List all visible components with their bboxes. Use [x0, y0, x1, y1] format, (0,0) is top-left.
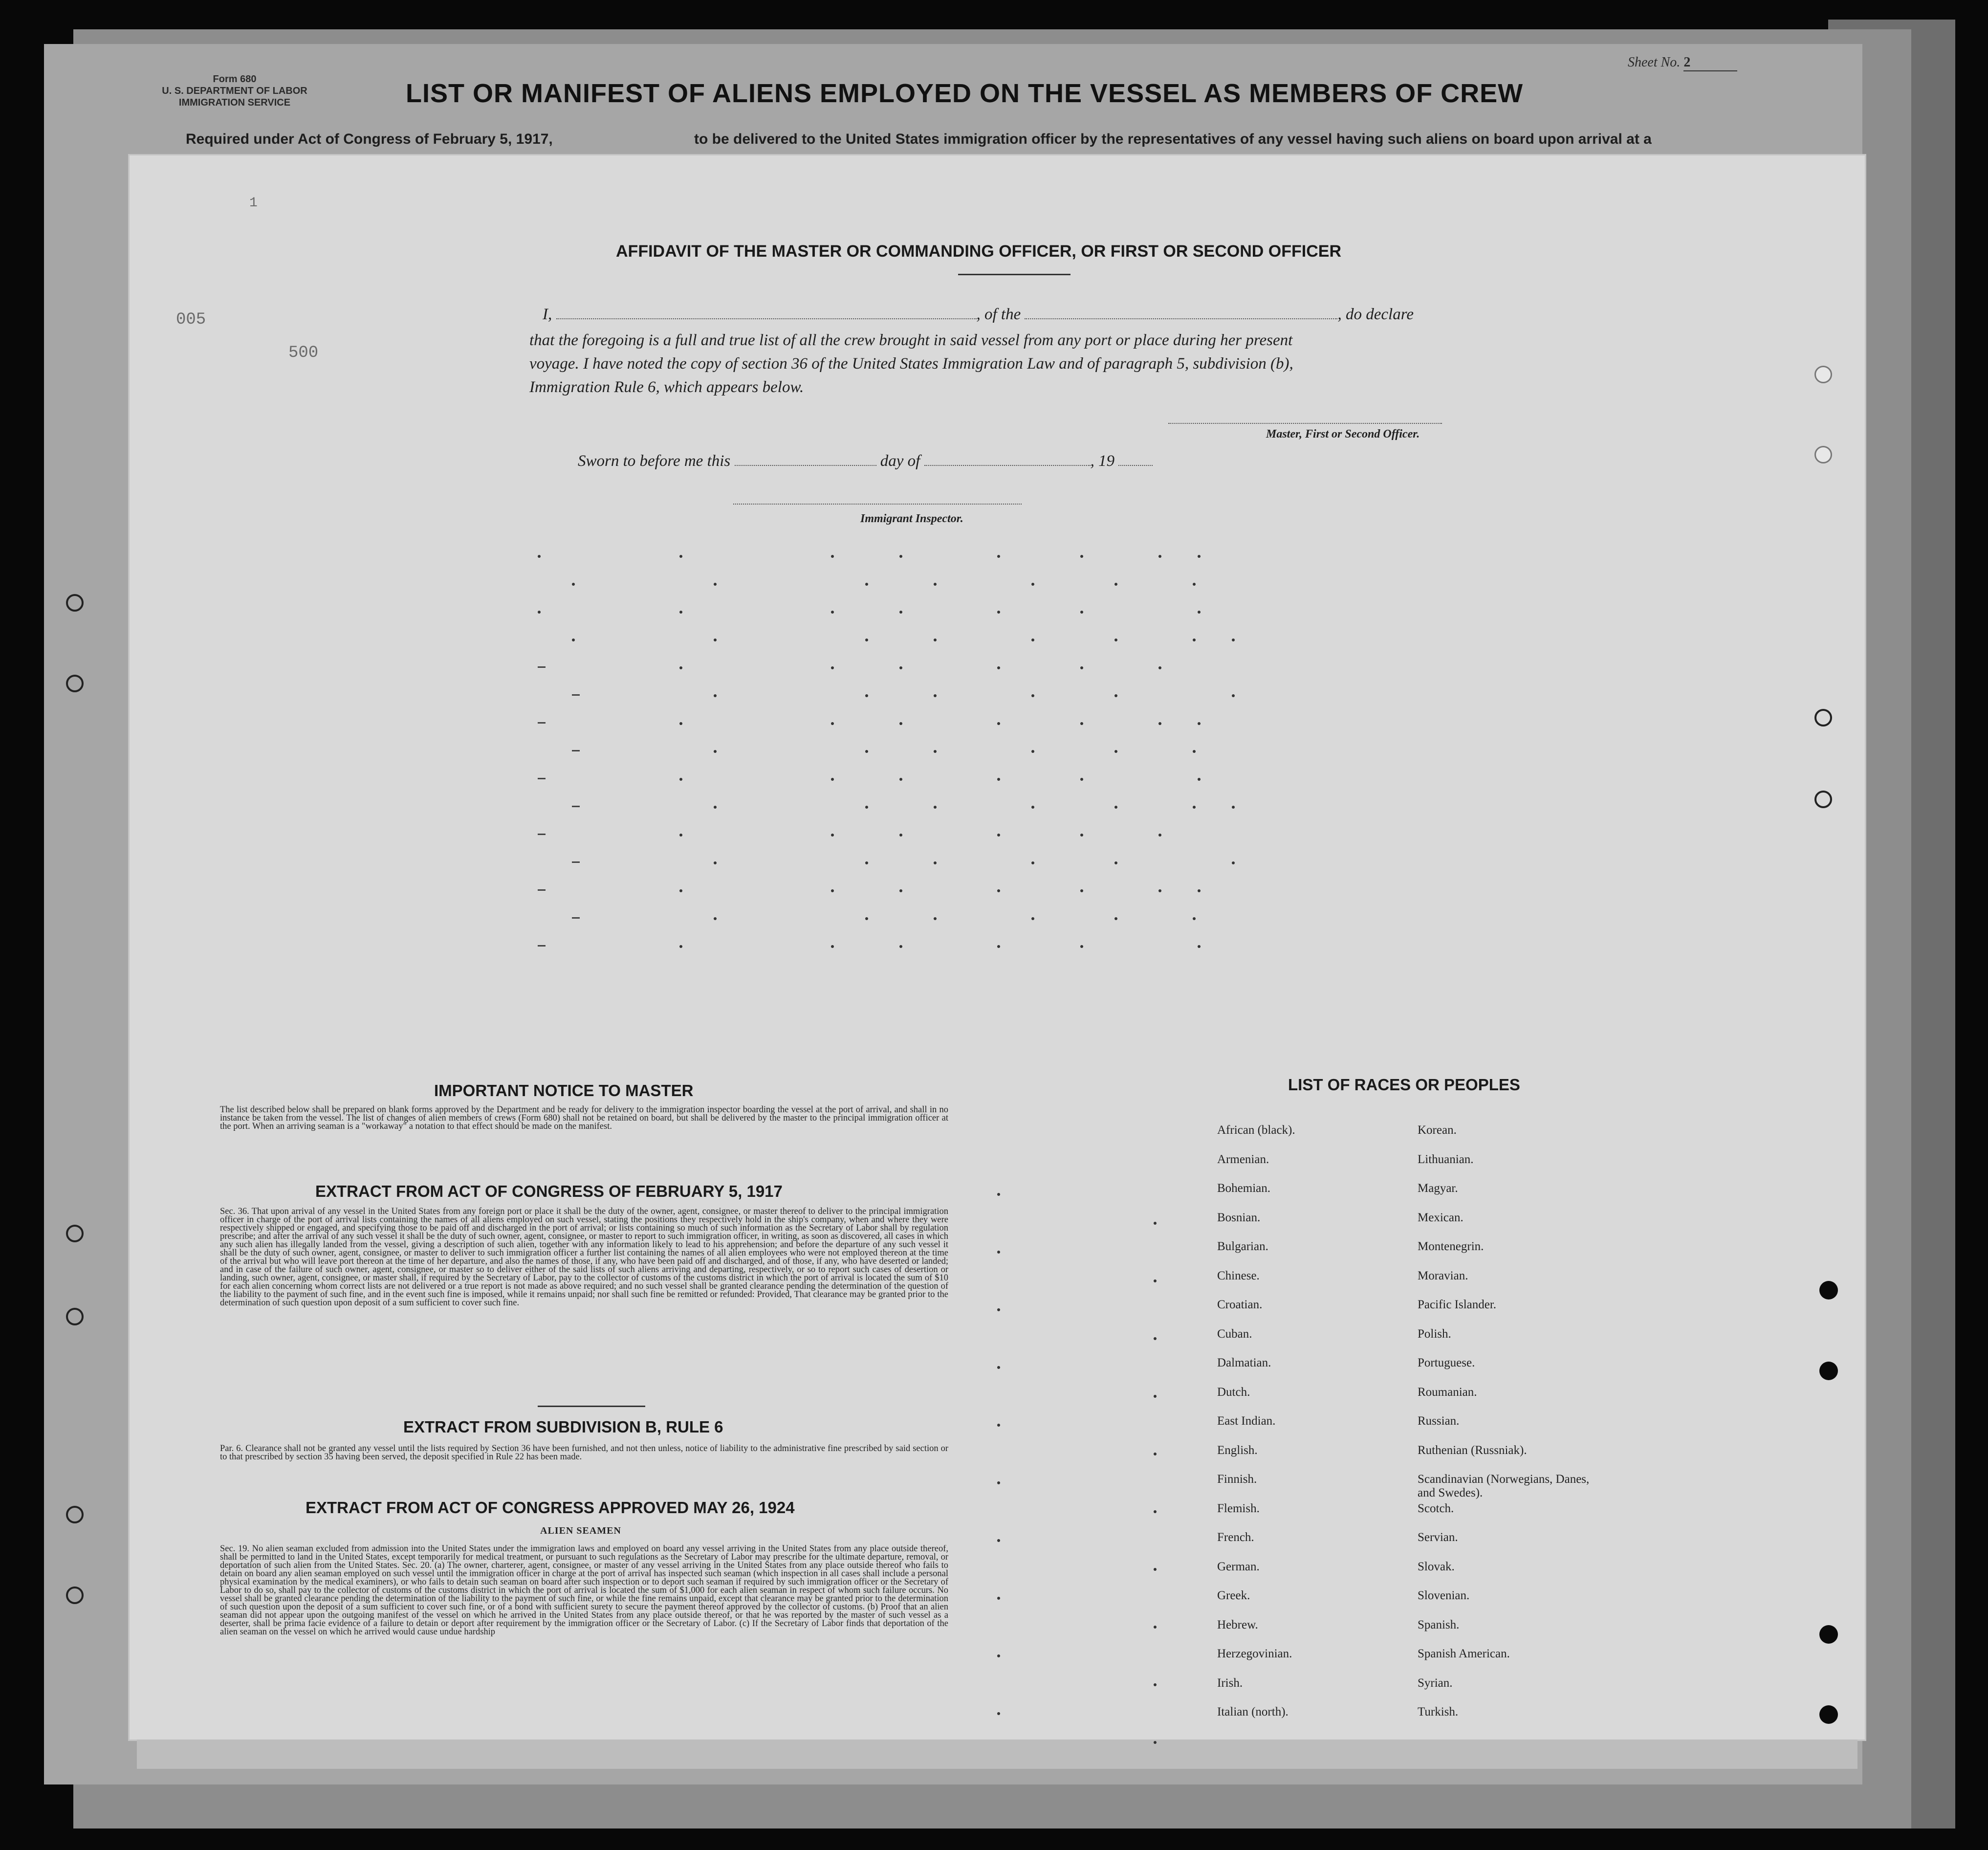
show-through-mark — [538, 555, 541, 558]
race-item: Servian. — [1418, 1531, 1458, 1544]
show-through-mark — [934, 917, 937, 920]
master-signature-line[interactable] — [1168, 423, 1442, 424]
day-of-text: day of — [880, 452, 920, 470]
name-blank[interactable] — [556, 318, 977, 319]
affidavit-title: AFFIDAVIT OF THE MASTER OR COMMANDING OFFICER, OR FIRST OR SECOND OFFICER — [616, 242, 1341, 261]
race-item: French. — [1217, 1531, 1254, 1544]
manifest-subtitle-part2: to be delivered to the United States immigration officer by the representatives of any vessel having such aliens on board upon arrival at a — [694, 131, 1652, 147]
show-through-mark — [1198, 889, 1201, 892]
show-through-mark — [1193, 806, 1196, 809]
show-through-mark — [714, 750, 717, 753]
race-item: Herzegovinian. — [1217, 1647, 1292, 1660]
race-item: African (black). — [1217, 1123, 1295, 1137]
show-through-mark — [934, 583, 937, 586]
vessel-blank[interactable] — [1025, 318, 1337, 319]
race-item: Pacific Islander. — [1418, 1298, 1497, 1311]
show-through-mark — [679, 611, 682, 614]
show-through-mark — [1154, 1222, 1157, 1225]
show-through-mark — [831, 889, 834, 892]
show-through-mark — [1154, 1510, 1157, 1513]
show-through-mark — [572, 750, 580, 751]
show-through-mark — [1080, 889, 1083, 892]
show-through-mark — [1232, 806, 1235, 809]
show-through-mark — [1198, 555, 1201, 558]
binder-hole — [1819, 1281, 1838, 1299]
race-item: Portuguese. — [1418, 1356, 1475, 1369]
show-through-mark — [572, 806, 580, 807]
affidavit-of-the: , of the — [976, 306, 1021, 323]
show-through-mark — [714, 639, 717, 641]
race-item: Italian (north). — [1217, 1705, 1289, 1718]
race-item: Scotch. — [1418, 1501, 1454, 1515]
show-through-mark — [865, 861, 868, 864]
show-through-mark — [1031, 861, 1034, 864]
show-through-mark — [865, 750, 868, 753]
show-through-mark — [899, 666, 902, 669]
notice-body: The list described below shall be prepared on blank forms approved by the Department and be ready for delivery to the immigration inspector boarding the vessel at the port of arrival, and shall in no instance be taken from the vessel. The list of changes of alien members of crews (Form 680) shall not be retained on board, but shall be delivered by the master to the principal immigration officer at the port. When an arriving seaman is a "workaway" a notation to that effect should be made on the manifest. — [220, 1105, 948, 1131]
show-through-mark — [1154, 1683, 1157, 1686]
show-through-mark — [865, 917, 868, 920]
race-item: Mexican. — [1418, 1211, 1464, 1224]
show-through-mark — [1031, 750, 1034, 753]
show-through-mark — [714, 917, 717, 920]
race-item: Syrian. — [1418, 1676, 1453, 1690]
show-through-mark — [865, 694, 868, 697]
show-through-mark — [1114, 583, 1117, 586]
show-through-mark — [1080, 611, 1083, 614]
underlying-sheet-strip — [137, 1740, 1857, 1769]
race-item: Finnish. — [1217, 1473, 1257, 1486]
race-item: Scandinavian (Norwegians, Danes, and Swedes). — [1418, 1473, 1590, 1499]
show-through-mark — [1158, 722, 1161, 725]
show-through-mark — [572, 861, 580, 863]
show-through-mark — [899, 778, 902, 781]
show-through-mark — [1080, 945, 1083, 948]
extract2-body: Par. 6. Clearance shall not be granted any vessel until the lists required by Section 36 have been furnished, and not then unless, notice of liability to the administrative fine prescribed by said section or to that prescribed by section 35 having been served, the deposit specified in Rule 22 has been made. — [220, 1444, 948, 1462]
show-through-mark — [1080, 555, 1083, 558]
race-item: Turkish. — [1418, 1705, 1459, 1718]
show-through-mark — [1154, 1568, 1157, 1571]
show-through-mark — [934, 639, 937, 641]
show-through-mark — [865, 639, 868, 641]
show-through-mark — [1114, 750, 1117, 753]
extract2-title: EXTRACT FROM SUBDIVISION B, RULE 6 — [403, 1418, 723, 1436]
department-name: U. S. DEPARTMENT OF LABOR — [162, 86, 307, 96]
divider — [958, 274, 1070, 275]
races-column-2 — [1418, 1123, 1594, 1735]
show-through-mark — [1154, 1279, 1157, 1282]
binder-hole — [1819, 1625, 1838, 1644]
show-through-mark — [679, 666, 682, 669]
binder-hole — [66, 1308, 84, 1325]
race-item: Slovenian. — [1418, 1589, 1470, 1602]
race-item: Cuban. — [1217, 1327, 1252, 1341]
show-through-mark — [1154, 1741, 1157, 1744]
extract3-body: Sec. 19. No alien seaman excluded from admission into the United States under the immigration laws and employed on board any vessel arriving in the United States from any place outside thereof, shall be permitted to land in the United States, except temporarily for medical treatment, or pursuant to such regulations as the Secretary of Labor may prescribe for the ultimate departure, removal, or deportation of such alien from the United States. Sec. 20. (a) The owner, charterer, agent, consignee, or master of any vessel arriving in the United States from any place outside thereof who fails to detain on board any alien seaman employed on such vessel until the immigration officer in charge at the port of arrival has inspected such seaman (which inspection in all cases shall include a personal physical examination by the medical examiners), or who fails to detain such seaman on board after such inspection or to deport such seaman if required by such immigration officer or the Secretary of Labor to do so, shall pay to the collector of customs of the customs district in which the port of arrival is located the sum of $1,000 for each alien seaman in respect of whom such failure occurs. No vessel shall be granted clearance pending the determination of the liability to the payment of such fine, or while the fine remains unpaid, except that clearance may be granted prior to the determination of such question upon the deposit of a sum sufficient to cover such fine, or of a bond with sufficient surety to secure the payment thereof approved by the collector of customs. (b) Proof that an alien seaman did not appear upon the outgoing manifest of the vessel on which he arrived in the United States from any place outside thereof, or that he was reported by the master of such vessel as a deserter, shall be prima facie evidence of a failure to detain or deport after requirement by the immigration officer or the Secretary of Labor. (c) If the Secretary of Labor finds that deportation of the alien seaman on the vessel on which he arrived would cause undue hardship — [220, 1545, 948, 1637]
show-through-mark — [1193, 583, 1196, 586]
show-through-mark — [997, 1597, 1000, 1600]
manifest-subtitle-part1: Required under Act of Congress of February 5, 1917, — [186, 131, 553, 147]
master-signature-label: Master, First or Second Officer. — [1266, 428, 1420, 440]
race-item: German. — [1217, 1560, 1260, 1573]
affidavit-declare: , do declare — [1337, 306, 1414, 323]
show-through-mark — [1232, 861, 1235, 864]
show-through-mark — [831, 834, 834, 837]
show-through-mark — [831, 778, 834, 781]
show-through-mark — [899, 945, 902, 948]
show-through-mark — [934, 694, 937, 697]
show-through-mark — [572, 694, 580, 696]
show-through-mark — [679, 834, 682, 837]
form-number: Form 680 — [213, 74, 257, 85]
show-through-mark — [679, 889, 682, 892]
race-item: Greek. — [1217, 1589, 1250, 1602]
show-through-mark — [1198, 778, 1201, 781]
affidavit-line-2: that the foregoing is a full and true list of all the crew brought in said vessel from any port or place during her present — [529, 331, 1293, 349]
affidavit-i: I, — [543, 306, 552, 323]
show-through-mark — [899, 555, 902, 558]
show-through-mark — [1031, 806, 1034, 809]
race-item: Slovak. — [1418, 1560, 1455, 1573]
show-through-mark — [1158, 666, 1161, 669]
show-through-mark — [572, 917, 580, 919]
show-through-mark — [538, 778, 546, 779]
show-through-mark — [538, 611, 541, 614]
show-through-mark — [997, 1539, 1000, 1542]
show-through-mark — [997, 945, 1000, 948]
affidavit-line-3: voyage. I have noted the copy of section 36 of the United States Immigration Law and of paragraph 5, subdivision (b), — [529, 355, 1293, 373]
show-through-mark — [1114, 917, 1117, 920]
sheet-number — [1628, 55, 1737, 71]
race-item: Croatian. — [1217, 1298, 1263, 1311]
notice-title: IMPORTANT NOTICE TO MASTER — [434, 1081, 694, 1100]
show-through-mark — [1232, 694, 1235, 697]
show-through-mark — [997, 1481, 1000, 1484]
show-through-mark — [1158, 555, 1161, 558]
inspector-label: Immigrant Inspector. — [860, 512, 963, 525]
show-through-mark — [899, 834, 902, 837]
show-through-mark — [997, 722, 1000, 725]
show-through-mark — [679, 778, 682, 781]
affidavit-line-4: Immigration Rule 6, which appears below. — [529, 378, 804, 396]
show-through-mark — [997, 834, 1000, 837]
show-through-mark — [572, 639, 575, 641]
show-through-mark — [714, 861, 717, 864]
show-through-mark — [1158, 889, 1161, 892]
show-through-mark — [679, 722, 682, 725]
show-through-mark — [1193, 639, 1196, 641]
show-through-mark — [1031, 583, 1034, 586]
show-through-mark — [1154, 1453, 1157, 1455]
show-through-mark — [538, 834, 546, 835]
show-through-mark — [997, 555, 1000, 558]
show-through-mark — [1114, 694, 1117, 697]
race-item: English. — [1217, 1443, 1258, 1457]
race-item: Roumanian. — [1418, 1385, 1477, 1399]
show-through-mark — [714, 694, 717, 697]
show-through-mark — [538, 889, 546, 891]
show-through-mark — [831, 722, 834, 725]
show-through-mark — [1114, 861, 1117, 864]
show-through-mark — [865, 806, 868, 809]
show-through-mark — [1154, 1337, 1157, 1340]
affidavit-line-1 — [543, 306, 1414, 324]
form-identifier — [147, 73, 323, 109]
binder-hole — [66, 1225, 84, 1242]
race-item: East Indian. — [1217, 1414, 1276, 1428]
binder-hole — [1814, 366, 1832, 383]
race-item: Dalmatian. — [1217, 1356, 1271, 1369]
show-through-mark — [1114, 806, 1117, 809]
races-column-1 — [1217, 1123, 1295, 1735]
show-through-mark — [1080, 834, 1083, 837]
binder-hole — [1814, 446, 1832, 463]
race-item: Korean. — [1418, 1123, 1457, 1137]
show-through-mark — [934, 750, 937, 753]
show-through-mark — [997, 1654, 1000, 1657]
year-text: , 19 — [1090, 452, 1115, 470]
show-through-mark — [831, 611, 834, 614]
show-through-mark — [1158, 834, 1161, 837]
binder-hole — [66, 1586, 84, 1604]
race-item: Magyar. — [1418, 1182, 1458, 1195]
show-through-mark — [1154, 1626, 1157, 1629]
race-item: Bulgarian. — [1217, 1240, 1268, 1253]
race-item: Spanish. — [1418, 1618, 1460, 1631]
race-item: Flemish. — [1217, 1501, 1260, 1515]
show-through-mark — [714, 583, 717, 586]
race-item: Montenegrin. — [1418, 1240, 1484, 1253]
sworn-line — [578, 452, 1153, 470]
race-item: Bohemian. — [1217, 1182, 1271, 1195]
manifest-title: LIST OR MANIFEST OF ALIENS EMPLOYED ON THE VESSEL AS MEMBERS OF CREW — [406, 79, 1524, 108]
race-item: Armenian. — [1217, 1152, 1269, 1166]
binder-hole — [1819, 1705, 1838, 1724]
inspector-signature-line[interactable] — [733, 504, 1022, 505]
show-through-mark — [899, 611, 902, 614]
manifest-subtitle — [186, 131, 1813, 153]
race-item: Moravian. — [1418, 1269, 1468, 1282]
show-through-mark — [997, 1193, 1000, 1196]
races-title: LIST OF RACES OR PEOPLES — [1288, 1076, 1520, 1094]
race-item: Hebrew. — [1217, 1618, 1258, 1631]
show-through-mark — [1031, 639, 1034, 641]
show-through-mark — [1080, 722, 1083, 725]
alien-seamen-subhead: ALIEN SEAMEN — [540, 1525, 621, 1536]
show-through-mark — [538, 722, 546, 724]
day-blank[interactable] — [735, 465, 876, 466]
binder-hole — [1814, 791, 1832, 808]
show-through-mark — [934, 861, 937, 864]
extract3-title: EXTRACT FROM ACT OF CONGRESS APPROVED MAY 26, 1924 — [306, 1498, 795, 1517]
service-name: IMMIGRATION SERVICE — [178, 97, 291, 108]
race-item: Chinese. — [1217, 1269, 1260, 1282]
show-through-mark — [997, 889, 1000, 892]
margin-mark: 1 — [249, 196, 258, 211]
divider — [538, 1406, 645, 1407]
show-through-mark — [1031, 917, 1034, 920]
sworn-text: Sworn to before me this — [578, 452, 731, 470]
race-item: Irish. — [1217, 1676, 1243, 1690]
margin-mark: 005 — [176, 310, 206, 329]
extract1-body: Sec. 36. That upon arrival of any vessel in the United States from any foreign port or place it shall be the duty of the owner, agent, consignee, or master thereof to deliver to the principal immigration officer in charge of the port of arrival lists containing the names of all aliens employed on such vessel, stating the positions they respectively hold in the ship's company, when and where they were respectively shipped or engaged, and specifying those to be paid off and discharged in the port of arrival; or lists containing so much of such information as the Secretary of Labor shall by regulation prescribe; and after the arrival of any such vessel it shall be the duty of such owner, agent, consignee, or master to report to such immigration officer, in writing, as soon as discovered, all cases in which any such alien has illegally landed from the vessel, giving a description of such alien, together with any information likely to lead to his apprehension; and before the departure of any such vessel it shall be the duty of such owner, agent, consignee, or master to deliver to such immigration officer a further list containing the names of all alien employees who were not employed thereon at the time of the arrival but who will leave port thereon at the time of her departure, and also the names of those, if any, who have been paid off and discharged, and of those, if any, who have deserted or landed; and in case of the failure of such owner, agent, consignee, or master so to deliver either of the said lists of such aliens arriving and departing, respectively, or so to report such cases of desertion or landing, such owner, agent, consignee, or master shall, if required by the Secretary of Labor, pay to the collector of customs of the customs district in which the port of arrival is located the sum of $10 for each alien concerning whom correct lists are not delivered or a true report is not made as above required; and no such vessel shall be granted clearance pending the determination of the question of the liability to the payment of such fine, and in the event such fine is imposed, while it remains unpaid; nor shall such fine be remitted or refunded: Provided, That clearance may be granted prior to the determination of such question upon deposit of a sum sufficient to cover such fine. — [220, 1207, 948, 1308]
show-through-mark — [997, 611, 1000, 614]
race-item: Polish. — [1418, 1327, 1451, 1341]
show-through-mark — [997, 1712, 1000, 1715]
binder-hole — [1814, 709, 1832, 727]
show-through-mark — [899, 722, 902, 725]
show-through-mark — [1198, 611, 1201, 614]
show-through-mark — [1080, 666, 1083, 669]
show-through-mark — [1031, 694, 1034, 697]
show-through-mark — [538, 945, 546, 947]
show-through-mark — [1193, 917, 1196, 920]
show-through-mark — [899, 889, 902, 892]
show-through-mark — [1114, 639, 1117, 641]
show-through-mark — [865, 583, 868, 586]
show-through-mark — [1080, 778, 1083, 781]
binder-hole — [66, 675, 84, 692]
show-through-mark — [934, 806, 937, 809]
show-through-mark — [997, 778, 1000, 781]
show-through-mark — [997, 666, 1000, 669]
binder-hole — [1819, 1362, 1838, 1380]
race-item: Spanish American. — [1418, 1647, 1510, 1660]
show-through-mark — [997, 1251, 1000, 1254]
show-through-mark — [831, 945, 834, 948]
show-through-mark — [714, 806, 717, 809]
race-item: Ruthenian (Russniak). — [1418, 1443, 1527, 1457]
show-through-mark — [997, 1424, 1000, 1427]
year-blank[interactable] — [1118, 465, 1153, 466]
show-through-mark — [831, 555, 834, 558]
binder-hole — [66, 1506, 84, 1523]
sheet-number-label: Sheet No. — [1628, 55, 1681, 70]
binder-hole — [66, 594, 84, 612]
extract1-title: EXTRACT FROM ACT OF CONGRESS OF FEBRUARY 5, 1917 — [315, 1182, 783, 1200]
show-through-mark — [572, 583, 575, 586]
margin-mark: 500 — [288, 344, 319, 362]
show-through-mark — [1193, 750, 1196, 753]
show-through-mark — [1198, 722, 1201, 725]
show-through-mark — [997, 1308, 1000, 1311]
show-through-mark — [679, 555, 682, 558]
race-item: Dutch. — [1217, 1385, 1250, 1399]
show-through-mark — [997, 1366, 1000, 1369]
month-blank[interactable] — [924, 465, 1091, 466]
sheet-number-value: 2 — [1683, 55, 1737, 71]
show-through-mark — [538, 666, 546, 668]
race-item: Bosnian. — [1217, 1211, 1261, 1224]
show-through-mark — [679, 945, 682, 948]
show-through-mark — [1154, 1395, 1157, 1398]
show-through-mark — [1198, 945, 1201, 948]
race-item: Russian. — [1418, 1414, 1460, 1428]
show-through-mark — [1232, 639, 1235, 641]
race-item: Lithuanian. — [1418, 1152, 1474, 1166]
show-through-mark — [831, 666, 834, 669]
